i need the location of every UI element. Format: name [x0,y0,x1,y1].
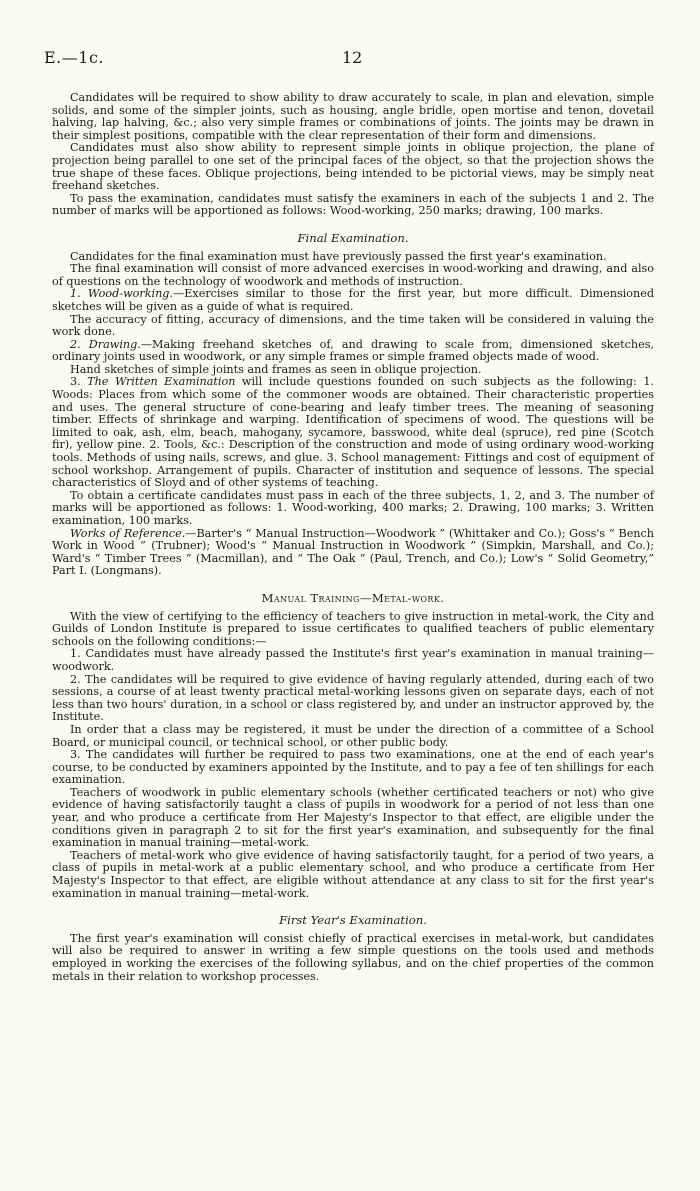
paragraph [52,288,654,313]
paragraph: In order that a class may be registered, it must be under the direction of a committee of a School Board, or municipal council, or technical school, or other public body. [52,722,654,749]
body-text [52,92,654,983]
item-number: 3. [70,375,88,389]
item-label: The Written Examination [87,375,236,389]
item-label: Works of Reference. [70,526,186,540]
paragraph: 2. The candidates will be required to give evidence of having regularly attended, during each of two sessions, a course of at least twenty practical metal-working lessons given on separate days, each of not less than two hours' duration, in a school or class registered by, and under an instructor approved by, the Institute. [52,672,654,724]
paragraph: Teachers of metal-work who give evidence of having satisfactorily taught, for a period of two years, a class of pupils in metal-work at a public elementary school, and who produce a certificate from Her Majesty's Inspector to that effect, are eligible without attendance at any class to sit for the first year's examination in manual training—metal-work. [52,848,654,900]
document-reference: E.—1c. [44,48,104,67]
item-text: —Making freehand sketches of, and drawing to scale from, dimensioned sketches, ordinary joints used in woodwork, or any simple frames or simple framed objects made of wood. [52,337,654,364]
item-text: will include questions founded on such subjects as the following: 1. Woods: Places from which some of the commoner woods are obtained. Their characteristic properties and uses. The general structure of cone-bearing and leafy timber trees. The meaning of seasoning timber. Effects of shrinkage and warping. Identification of specimens of wood. The questions will be limited to oak, ash, elm, beach, mahogany, sycamore, basswood, white deal (spruce), red pine (Scotch fir), yellow pine. 2. Tools, &c.: Description of the construction and mode of using ordinary wood-working tools. Methods of using nails, screws, and glue. 3. School management: Fittings and cost of equipment of school workshop. Arrangement of pupils. Character of institution and sequence of lessons. The special characteristics of Sloyd and of other systems of teaching. [52,375,654,490]
section-heading-first-year: First Year's Examination. [279,913,427,928]
item-text: —Exercises similar to those for the first year, but more difficult. Dimensioned sketches will be given as a guide of what is required. [52,287,654,313]
paragraph: 1. Candidates must have already passed the Institute's first year's examination in manual training—woodwork. [52,647,654,673]
paragraph: Candidates must also show ability to represent simple joints in oblique projection, the plane of projection being parallel to one set of the principal faces of the object, so that the projection shows the true shape of these faces. Oblique projections, being intended to be pictorial views, may be simply neat freehand sketches. [52,141,654,193]
paragraph [52,528,654,578]
running-header [44,48,656,72]
paragraph: The first year's examination will consist chiefly of practical exercises in metal-work, but candidates will also be required to answer in writing a few simple questions on the tools used and methods employed in working the exercises of the following syllabus, and on the chief properties of the common metals in their relation to workshop processes. [52,931,654,983]
paragraph: Candidates for the final examination must have previously passed the first year's examination. [70,249,607,263]
paragraph: To pass the examination, candidates must satisfy the examiners in each of the subjects 1 and 2. The number of marks will be apportioned as follows: Wood-working, 250 marks; drawing, 100 marks. [52,191,654,218]
item-label: 1. Wood-working. [70,287,174,301]
paragraph: To obtain a certificate candidates must pass in each of the three subjects, 1, 2, and 3. The number of marks will be apportioned as follows: 1. Wood-working, 400 marks; 2. Drawing, 100 marks; 3. Written examination, 100 marks. [52,488,654,527]
paragraph: With the view of certifying to the efficiency of teachers to give instruction in metal-work, the City and Guilds of London Institute is prepared to issue certificates to qualified teachers of public elementary schools on the following conditions:— [52,609,654,648]
paragraph [52,339,654,364]
item-label: 2. Drawing. [70,337,141,351]
paragraph: Hand sketches of simple joints and frames as seen in oblique projection. [70,362,482,376]
page-number: 12 [342,48,363,67]
paragraph [52,376,654,489]
paragraph: 3. The candidates will further be required to pass two examinations, one at the end of each year's course, to be conducted by examiners appointed by the Institute, and to pay a fee of ten shillings for each examination. [52,748,654,787]
paragraph: Candidates will be required to show ability to draw accurately to scale, in plan and elevation, simple solids, and some of the simpler joints, such as housing, angle bridle, open mortise and tenon, dovetail halving, lap halving, &c.; also very simple frames or combinations of joints. The joints may be drawn in their simplest positions, compatible with the clear representation of their form and dimensions. [52,91,654,142]
paragraph: The accuracy of fitting, accuracy of dimensions, and the time taken will be considered in valuing the work done. [52,312,654,339]
section-heading-metal-work: Manual Training—Metal-work. [261,590,445,605]
paragraph: Teachers of woodwork in public elementary schools (whether certificated teachers or not) who give evidence of having satisfactorily taught a class of pupils in woodwork for a period of not less than one year, and who produce a certificate from Her Majesty's Inspector to that effect, are eligible under the conditions given in paragraph 2 to sit for the first year's examination, and subsequently for the final examination in manual training—metal-work. [52,785,654,850]
section-heading-final-examination: Final Examination. [297,230,409,245]
item-text: —Barter's “ Manual Instruction—Woodwork ” (Whittaker and Co.); Goss's “ Bench Work in Wood ” (Trubner); Wood's “ Manual Instruction in Woodwork ” (Simpkin, Marshall, and Co.); Ward's “ Timber Trees ” (Macmillan), and “ The Oak ” (Paul, Trench, and Co.); Low's “ Solid Geometry,” Part I. (Longmans). [52,526,654,578]
paragraph: The final examination will consist of more advanced exercises in wood-working and drawing, and also of questions on the technology of woodwork and methods of instruction. [52,262,654,288]
